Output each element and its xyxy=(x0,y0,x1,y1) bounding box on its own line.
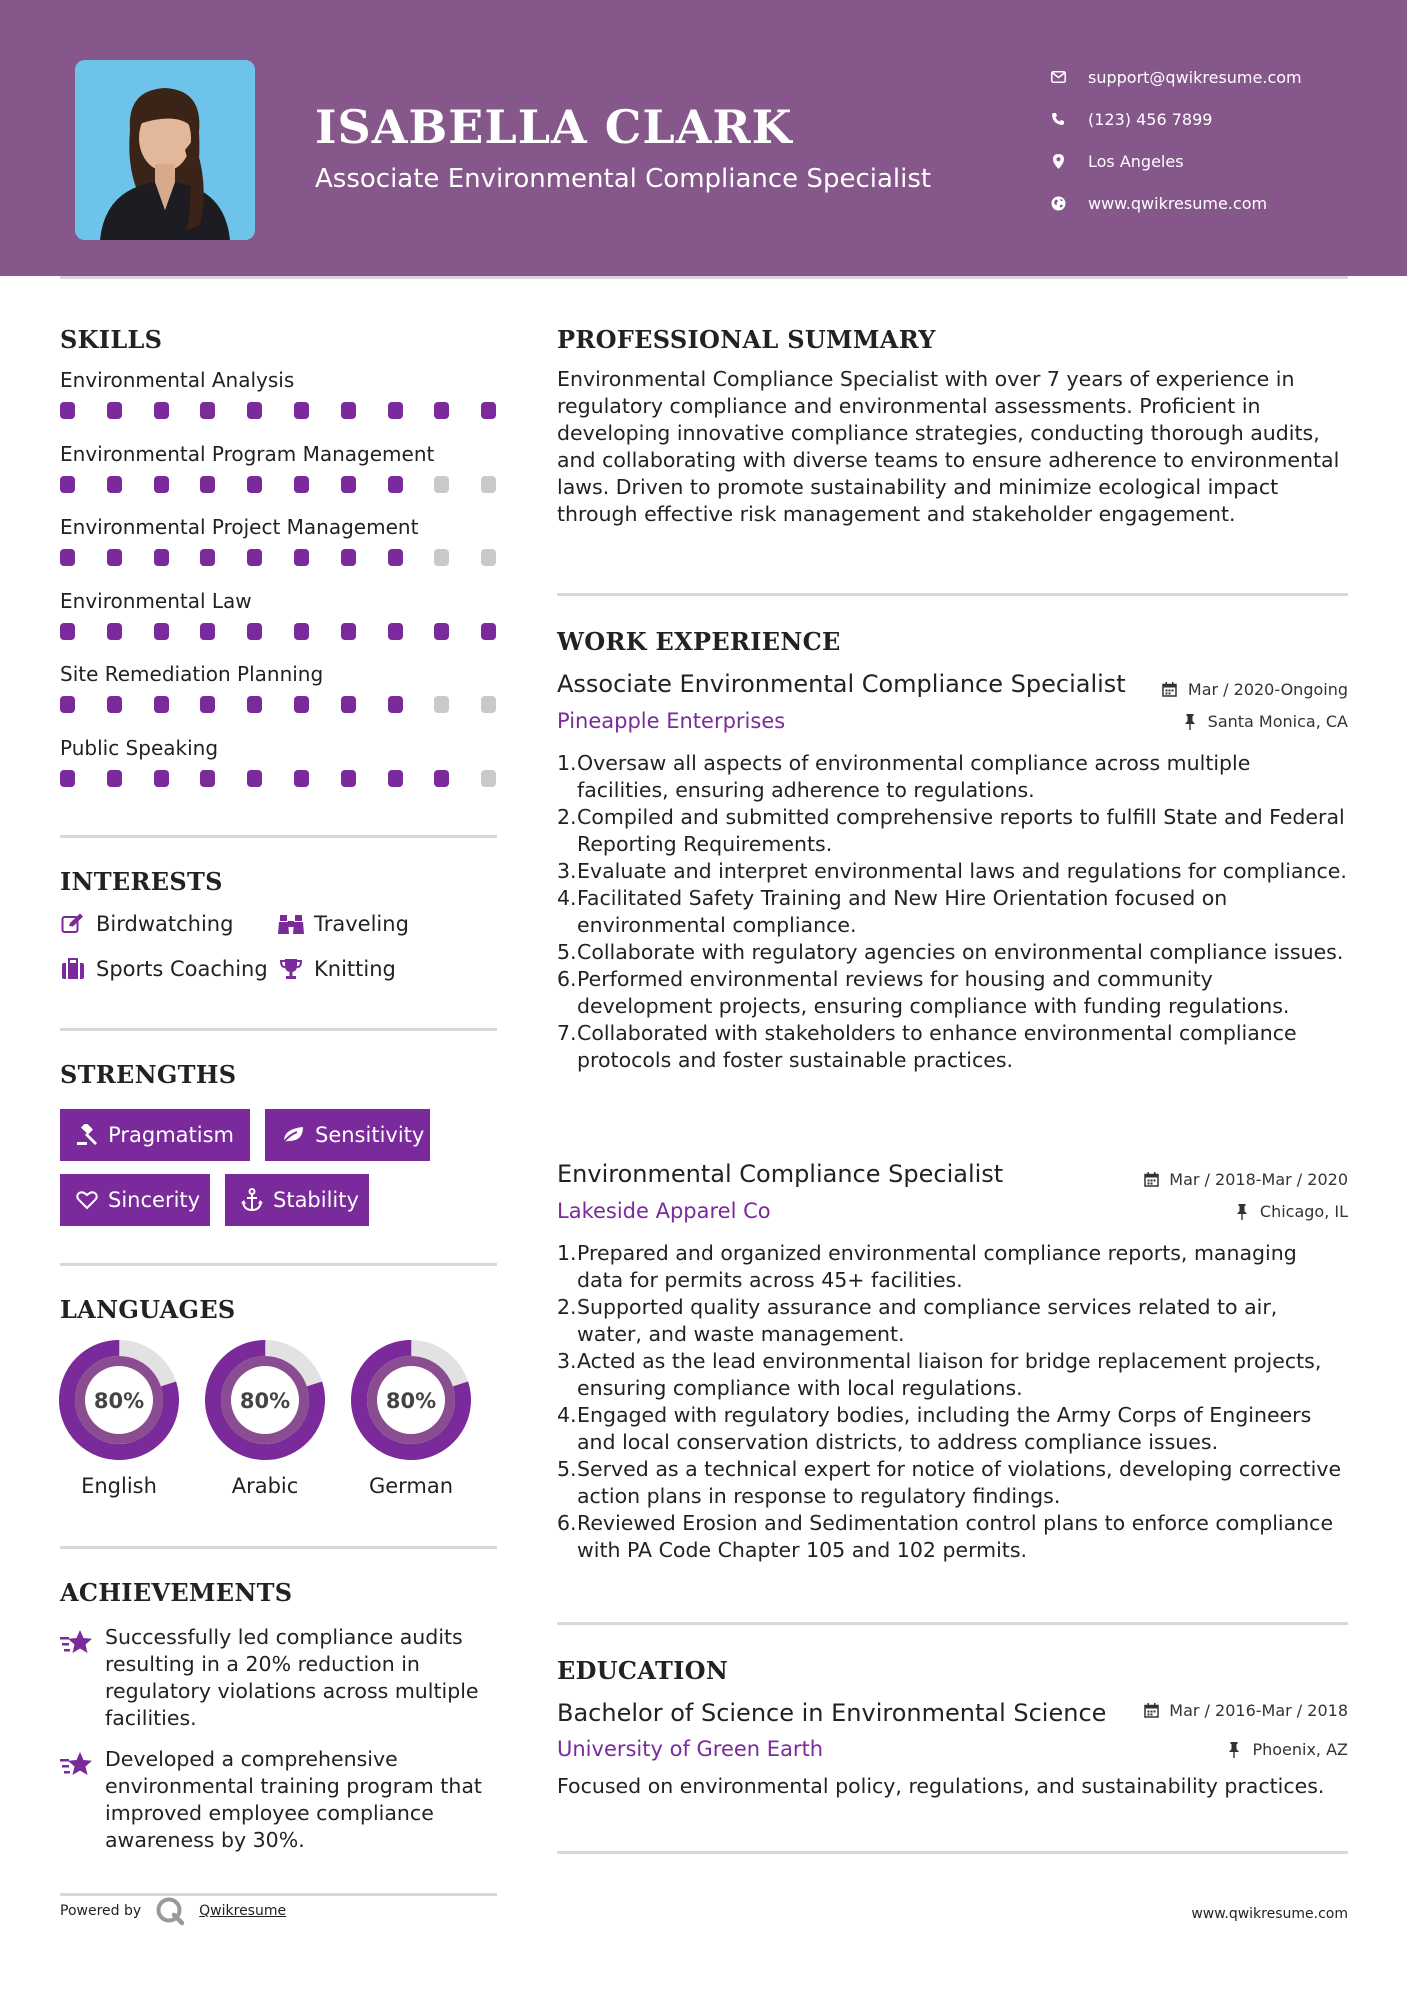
contact-email-text: support@qwikresume.com xyxy=(1088,67,1302,87)
strength-label: Sensitivity xyxy=(315,1123,425,1147)
skill-dot-empty xyxy=(481,696,496,713)
skill-dot-filled xyxy=(107,402,122,419)
responsibility-item xyxy=(557,885,1347,939)
footer-divider-right xyxy=(557,1851,1348,1854)
skill-item xyxy=(60,368,500,422)
education-location xyxy=(1226,1740,1348,1759)
skill-dot-filled xyxy=(60,696,75,713)
responsibility-text: Supported quality assurance and compliance services related to air, water, and waste management. xyxy=(577,1295,1278,1346)
bullet-number: 4. xyxy=(557,1403,577,1427)
contact-phone[interactable] xyxy=(1050,98,1302,140)
skill-dot-filled xyxy=(200,402,215,419)
responsibility-item xyxy=(557,750,1347,804)
skill-dot-filled xyxy=(154,770,169,787)
skill-name: Environmental Project Management xyxy=(60,515,419,539)
strength-label: Pragmatism xyxy=(108,1123,234,1147)
skill-dot-filled xyxy=(388,623,403,640)
job-responsibilities xyxy=(557,750,1347,1074)
responsibility-text: Engaged with regulatory bodies, including the Army Corps of Engineers and local conservation districts, to address compliance issues. xyxy=(577,1403,1312,1454)
resume-header xyxy=(0,0,1407,276)
globe-icon xyxy=(1050,195,1066,211)
skill-dot-filled xyxy=(60,402,75,419)
skills-heading: SKILLS xyxy=(60,325,163,354)
qwikresume-logo-icon xyxy=(155,1896,185,1926)
skill-dot-filled xyxy=(341,623,356,640)
phone-icon xyxy=(1050,111,1066,127)
skill-dot-filled xyxy=(154,402,169,419)
skill-dot-filled xyxy=(341,549,356,566)
job-location-text: Chicago, IL xyxy=(1259,1202,1348,1221)
responsibility-item xyxy=(557,1294,1347,1348)
bullet-number: 4. xyxy=(557,886,577,910)
responsibility-item xyxy=(557,966,1347,1020)
responsibility-text: Reviewed Erosion and Sedimentation control plans to enforce compliance with PA Code Chapter 105 and 102 permits. xyxy=(577,1511,1334,1562)
responsibility-text: Compiled and submitted comprehensive reports to fulfill State and Federal Reporting Requirements. xyxy=(577,805,1345,856)
skill-dot-filled xyxy=(247,549,262,566)
skill-dot-filled xyxy=(154,476,169,493)
job-title: Environmental Compliance Specialist xyxy=(557,1160,1004,1188)
profile-photo xyxy=(75,60,255,240)
candidate-role: Associate Environmental Compliance Specialist xyxy=(315,164,932,194)
strength-tag xyxy=(265,1109,430,1161)
skill-dot-filled xyxy=(341,696,356,713)
contact-location-text: Los Angeles xyxy=(1088,151,1184,171)
education-dates-text: Mar / 2016-Mar / 2018 xyxy=(1169,1701,1348,1720)
skill-dot-filled xyxy=(200,623,215,640)
languages-divider xyxy=(60,1546,497,1549)
interests-heading: INTERESTS xyxy=(60,867,223,896)
skill-item xyxy=(60,442,500,496)
star-award-icon xyxy=(60,1628,94,1658)
bullet-number: 6. xyxy=(557,1511,577,1535)
skill-item xyxy=(60,736,500,790)
skill-dot-empty xyxy=(481,476,496,493)
interest-item xyxy=(278,957,396,981)
strengths-heading: STRENGTHS xyxy=(60,1060,237,1089)
skill-dot-filled xyxy=(60,476,75,493)
skill-dot-filled xyxy=(294,402,309,419)
header-divider xyxy=(60,276,1348,279)
skill-dot-filled xyxy=(388,696,403,713)
responsibility-item xyxy=(557,858,1347,885)
skill-dot-filled xyxy=(154,696,169,713)
bullet-number: 5. xyxy=(557,1457,577,1481)
school-name: University of Green Earth xyxy=(557,1737,824,1761)
achievement-text: Successfully led compliance audits resulting in a 20% reduction in regulatory violations across multiple facilities. xyxy=(105,1625,479,1730)
responsibility-text: Collaborated with stakeholders to enhance environmental compliance protocols and foster sustainable practices. xyxy=(577,1021,1297,1072)
interests-divider xyxy=(60,1028,497,1031)
language-item xyxy=(57,1338,181,1498)
powered-by-label: Powered by xyxy=(60,1903,142,1919)
experience-divider xyxy=(557,1622,1348,1625)
powered-by xyxy=(60,1896,286,1926)
responsibility-text: Acted as the lead environmental liaison for bridge replacement projects, ensuring compliance with local regulations. xyxy=(577,1349,1322,1400)
contact-website[interactable] xyxy=(1050,182,1302,224)
job-title: Associate Environmental Compliance Specialist xyxy=(557,670,1126,698)
skill-dot-empty xyxy=(434,696,449,713)
anchor-icon xyxy=(241,1188,263,1212)
skill-dot-filled xyxy=(247,696,262,713)
job-location-text: Santa Monica, CA xyxy=(1207,712,1348,731)
skill-dot-empty xyxy=(481,549,496,566)
pencil-square-icon xyxy=(60,912,86,936)
achievement-text: Developed a comprehensive environmental training program that improved employee compliance awareness by 30%. xyxy=(105,1747,482,1852)
responsibility-item xyxy=(557,939,1347,966)
skill-dot-filled xyxy=(388,476,403,493)
skill-rating xyxy=(60,476,500,496)
language-ring xyxy=(349,1338,473,1462)
summary-divider xyxy=(557,593,1348,596)
skill-dot-filled xyxy=(107,549,122,566)
bullet-number: 6. xyxy=(557,967,577,991)
language-item xyxy=(203,1338,327,1498)
qwikresume-link[interactable]: Qwikresume xyxy=(199,1903,287,1919)
star-award-icon xyxy=(60,1750,94,1780)
achievement-item xyxy=(60,1624,510,1732)
interest-item xyxy=(60,912,233,936)
pushpin-icon xyxy=(1234,1204,1250,1220)
skill-dot-filled xyxy=(60,623,75,640)
job-location xyxy=(1182,712,1348,731)
interest-label: Birdwatching xyxy=(96,912,234,936)
candidate-name: ISABELLA CLARK xyxy=(315,100,793,154)
gavel-icon xyxy=(76,1123,98,1147)
responsibility-text: Oversaw all aspects of environmental compliance across multiple facilities, ensuring adherence to regulations. xyxy=(577,751,1251,802)
calendar-icon xyxy=(1143,1172,1159,1188)
pushpin-icon xyxy=(1182,714,1198,730)
degree-title: Bachelor of Science in Environmental Science xyxy=(557,1699,1107,1727)
skill-dot-filled xyxy=(481,623,496,640)
summary-heading: PROFESSIONAL SUMMARY xyxy=(557,325,936,354)
interest-item xyxy=(60,957,268,981)
binoculars-icon xyxy=(278,912,304,936)
interest-item xyxy=(278,912,409,936)
experience-heading: WORK EXPERIENCE xyxy=(557,627,841,656)
skill-dot-filled xyxy=(434,623,449,640)
job-dates xyxy=(1162,680,1348,699)
skill-dot-filled xyxy=(200,696,215,713)
strength-tag xyxy=(60,1109,250,1161)
skill-dot-filled xyxy=(247,402,262,419)
strength-label: Stability xyxy=(273,1188,359,1212)
language-name: Arabic xyxy=(231,1474,299,1498)
skill-dot-filled xyxy=(107,623,122,640)
calendar-icon xyxy=(1143,1703,1159,1719)
skill-dot-filled xyxy=(107,696,122,713)
skill-dot-filled xyxy=(200,770,215,787)
skill-rating xyxy=(60,696,500,716)
skill-name: Environmental Law xyxy=(60,588,252,613)
skill-dot-filled xyxy=(294,476,309,493)
skill-dot-filled xyxy=(247,770,262,787)
company-name: Pineapple Enterprises xyxy=(557,709,786,733)
heart-icon xyxy=(76,1188,98,1212)
bullet-number: 7. xyxy=(557,1021,577,1045)
bullet-number: 5. xyxy=(557,940,577,964)
responsibility-item xyxy=(557,1240,1347,1294)
skill-rating xyxy=(60,770,500,790)
mail-icon xyxy=(1050,69,1066,85)
strength-tag xyxy=(225,1174,369,1226)
calendar-icon xyxy=(1162,682,1178,698)
skill-item xyxy=(60,662,500,716)
responsibility-text: Facilitated Safety Training and New Hire Orientation focused on environmental compliance. xyxy=(577,886,1228,937)
strength-tag xyxy=(60,1174,210,1226)
education-dates xyxy=(1143,1701,1348,1720)
language-percent: 80% xyxy=(385,1389,437,1413)
education-heading: EDUCATION xyxy=(557,1656,729,1685)
skill-item xyxy=(60,589,500,643)
skill-dot-filled xyxy=(247,623,262,640)
responsibility-text: Prepared and organized environmental compliance reports, managing data for permits across 45+ facilities. xyxy=(577,1241,1297,1292)
skill-dot-filled xyxy=(200,549,215,566)
leaf-icon xyxy=(281,1123,305,1147)
job-location xyxy=(1234,1202,1348,1221)
language-ring xyxy=(57,1338,181,1462)
language-ring xyxy=(203,1338,327,1462)
responsibility-text: Collaborate with regulatory agencies on environmental compliance issues. xyxy=(577,940,1344,964)
contact-list xyxy=(1050,56,1302,224)
education-location-text: Phoenix, AZ xyxy=(1252,1740,1348,1759)
pushpin-icon xyxy=(1226,1742,1242,1758)
skill-dot-filled xyxy=(60,549,75,566)
skill-dot-filled xyxy=(341,476,356,493)
bullet-number: 2. xyxy=(557,1295,577,1319)
location-pin-icon xyxy=(1050,153,1066,169)
skill-dot-filled xyxy=(60,770,75,787)
interest-label: Sports Coaching xyxy=(96,957,268,981)
skill-dot-filled xyxy=(154,549,169,566)
responsibility-item xyxy=(557,1510,1347,1564)
skill-dot-filled xyxy=(154,623,169,640)
skill-dot-filled xyxy=(481,402,496,419)
skills-divider xyxy=(60,835,497,838)
skill-dot-filled xyxy=(434,402,449,419)
bullet-number: 3. xyxy=(557,859,577,883)
bullet-number: 1. xyxy=(557,1241,577,1265)
language-name: German xyxy=(368,1474,454,1498)
contact-email[interactable] xyxy=(1050,56,1302,98)
skill-dot-filled xyxy=(200,476,215,493)
skill-item xyxy=(60,515,500,569)
responsibility-item xyxy=(557,1348,1347,1402)
skill-name: Site Remediation Planning xyxy=(60,662,324,686)
language-name: English xyxy=(81,1474,157,1498)
skill-dot-filled xyxy=(294,549,309,566)
achievements-heading: ACHIEVEMENTS xyxy=(60,1578,293,1607)
strength-label: Sincerity xyxy=(108,1188,201,1212)
language-item xyxy=(349,1338,473,1498)
skill-dot-filled xyxy=(247,476,262,493)
job-dates xyxy=(1143,1170,1348,1189)
responsibility-item xyxy=(557,1402,1347,1456)
skill-dot-filled xyxy=(107,770,122,787)
skill-name: Public Speaking xyxy=(60,735,219,760)
person-portrait-icon xyxy=(75,60,255,240)
contact-location xyxy=(1050,140,1302,182)
briefcase-icon xyxy=(60,957,86,981)
skill-dot-filled xyxy=(294,623,309,640)
skill-dot-filled xyxy=(388,770,403,787)
responsibility-item xyxy=(557,804,1347,858)
achievement-item xyxy=(60,1746,510,1854)
job-dates-text: Mar / 2020-Ongoing xyxy=(1187,680,1348,699)
skill-dot-filled xyxy=(341,402,356,419)
contact-phone-text: (123) 456 7899 xyxy=(1088,109,1213,129)
skill-dot-empty xyxy=(434,476,449,493)
footer-website[interactable]: www.qwikresume.com xyxy=(1191,1906,1348,1922)
skill-dot-filled xyxy=(388,549,403,566)
skill-dot-filled xyxy=(434,770,449,787)
bullet-number: 2. xyxy=(557,805,577,829)
skill-name: Environmental Analysis xyxy=(60,368,295,392)
skill-dot-filled xyxy=(294,696,309,713)
strengths-divider xyxy=(60,1263,497,1266)
languages-heading: LANGUAGES xyxy=(60,1295,236,1324)
bullet-number: 3. xyxy=(557,1349,577,1373)
skill-rating xyxy=(60,402,500,422)
responsibility-item xyxy=(557,1456,1347,1510)
bullet-number: 1. xyxy=(557,751,577,775)
skill-rating xyxy=(60,623,500,643)
skill-dot-filled xyxy=(388,402,403,419)
skill-dot-filled xyxy=(107,476,122,493)
skill-dot-empty xyxy=(481,770,496,787)
interest-label: Knitting xyxy=(314,957,396,981)
job-dates-text: Mar / 2018-Mar / 2020 xyxy=(1169,1170,1348,1189)
company-name: Lakeside Apparel Co xyxy=(557,1199,771,1223)
language-percent: 80% xyxy=(239,1389,291,1413)
responsibility-item xyxy=(557,1020,1347,1074)
responsibility-text: Evaluate and interpret environmental laws and regulations for compliance. xyxy=(577,859,1347,883)
responsibility-text: Performed environmental reviews for housing and community development projects, ensuring compliance with funding regulations. xyxy=(577,967,1290,1018)
contact-website-text: www.qwikresume.com xyxy=(1088,193,1268,213)
skill-dot-filled xyxy=(341,770,356,787)
job-responsibilities xyxy=(557,1240,1347,1564)
skill-dot-filled xyxy=(294,770,309,787)
language-percent: 80% xyxy=(93,1389,145,1413)
interest-label: Traveling xyxy=(314,912,409,936)
responsibility-text: Served as a technical expert for notice of violations, developing corrective action plans in response to regulatory findings. xyxy=(577,1457,1342,1508)
skill-name: Environmental Program Management xyxy=(60,441,435,466)
education-description: Focused on environmental policy, regulations, and sustainability practices. xyxy=(557,1774,1325,1798)
trophy-icon xyxy=(278,957,304,981)
summary-text: Environmental Compliance Specialist with over 7 years of experience in regulatory compliance and environmental assessments. Proficient in developing innovative compliance strategies, conducting thorough audits, and collaborating with diverse teams to ensure adherence to environmental laws. Driven to promote sustainability and minimize ecological impact through effective risk management and stakeholder engagement. xyxy=(557,367,1340,526)
skill-rating xyxy=(60,549,500,569)
skill-dot-empty xyxy=(434,549,449,566)
